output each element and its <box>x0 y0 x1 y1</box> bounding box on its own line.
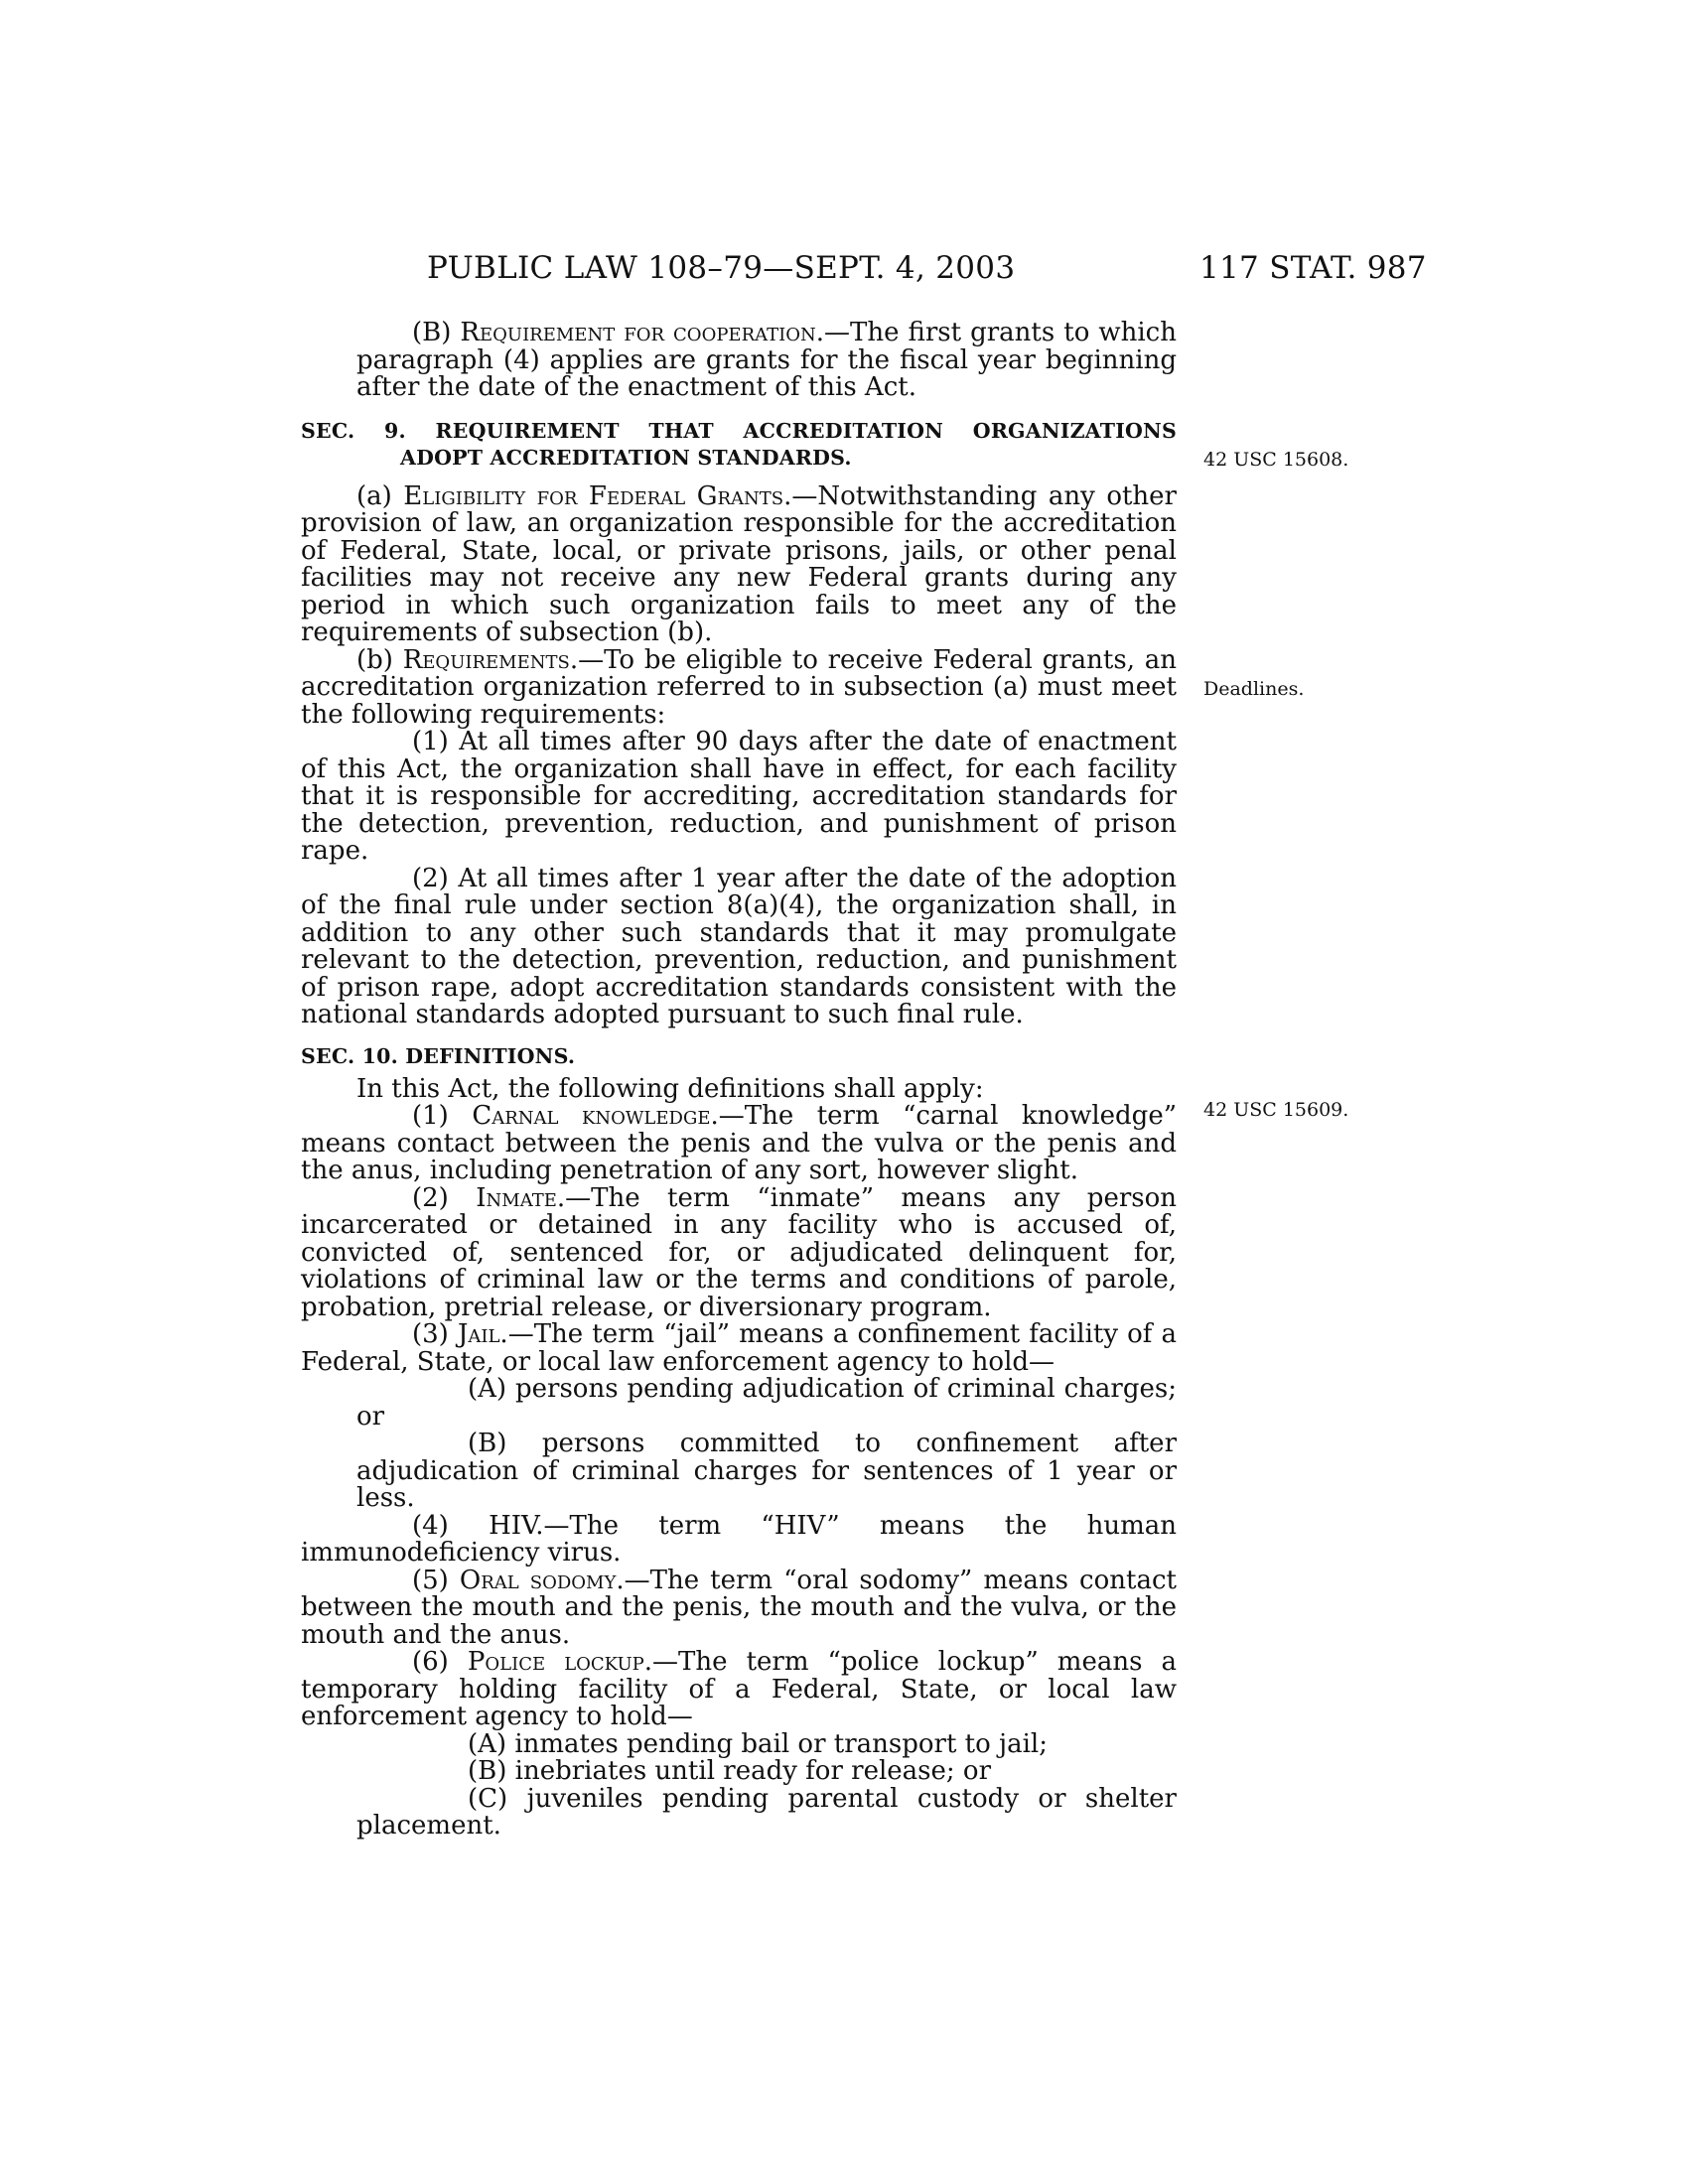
margin-note-usc-15608: 42 USC 15608. <box>1203 449 1349 471</box>
definition-police-lockup: (6) Police lockup.—The term “police lockup” means a temporary holding facility of a Federal, State, or local law enforcement agency to hold— <box>301 1647 1178 1731</box>
section-10-intro: In this Act, the following definitions shall apply: <box>356 1073 984 1104</box>
definition-inmate: (2) Inmate.—The term “inmate” means any person incarcerated or detained in any facility who is accused of, convicted of, sentenced for, or adjudicated delinquent for, violations of criminal law or the terms and conditions of parole, probation, pretrial release, or diversionary program. <box>301 1182 1177 1322</box>
definition-hiv: (4) HIV.—The term “HIV” means the human immunodeficiency virus. <box>301 1510 1177 1568</box>
section-9-paragraph-2: (2) At all times after 1 year after the date of the adoption of the final rule under section 8(a)(4), the organization shall, in addition to any other such standards that it may promulgate relevant to the detection, prevention, reduction, and punishment of prison rape, adopt accreditation standards consistent with the national standards adopted pursuant to such final rule. <box>301 863 1177 1029</box>
definition-jail-a: (A) persons pending adjudication of criminal charges; or <box>356 1374 1177 1432</box>
running-head-title: PUBLIC LAW 108–79—SEPT. 4, 2003 <box>427 250 1016 286</box>
section-9-subsection-a: (a) Eligibility for Federal Grants.—Notwithstanding any other provision of law, an organization responsible for the accreditation of Federal, State, local, or private prisons, jails, or other penal facilities may not receive any new Federal grants during any period in which such organization fails to meet any of the requirements of subsection (b). <box>301 480 1177 647</box>
definition-jail-b: (B) persons committed to confinement after adjudication of criminal charges for sentences of 1 year or less. <box>356 1429 1177 1513</box>
section-9-paragraph-1: (1) At all times after 90 days after the date of enactment of this Act, the organization shall have in effect, for each facility that it is responsible for accrediting, accreditation standards for the detection, prevention, reduction, and punishment of prison rape. <box>301 727 1177 866</box>
margin-note-deadlines: Deadlines. <box>1203 678 1305 700</box>
definition-carnal-knowledge: (1) Carnal knowledge.—The term “carnal knowledge” means contact between the penis and the vulva or the penis and the anus, including penetration of any sort, however slight. <box>301 1101 1178 1185</box>
definition-jail: (3) Jail.—The term “jail” means a confinement facility of a Federal, State, or local law enforcement agency to hold— <box>301 1319 1177 1377</box>
section-9-heading: SEC. 9. REQUIREMENT THAT ACCREDITATION ORGANIZATIONS ADOPT ACCREDITATION STANDARDS. <box>301 418 1177 470</box>
page-body <box>301 320 1177 1841</box>
definition-police-lockup-b: (B) inebriates until ready for release; or <box>468 1756 992 1786</box>
definition-police-lockup-c: (C) juveniles pending parental custody or shelter placement. <box>356 1783 1177 1841</box>
paragraph-b-cooperation: (B) Requirement for cooperation.—The first grants to which paragraph (4) applies are grants for the fiscal year beginning after the date of the enactment of this Act. <box>356 318 1177 402</box>
page-header <box>0 250 1688 290</box>
definition-oral-sodomy: (5) Oral sodomy.—The term “oral sodomy” means contact between the mouth and the penis, the mouth and the vulva, or the mouth and the anus. <box>301 1565 1177 1650</box>
margin-note-usc-15609: 42 USC 15609. <box>1203 1099 1349 1121</box>
section-9-subsection-b: (b) Requirements.—To be eligible to receive Federal grants, an accreditation organization referred to in subsection (a) must meet the following requirements: <box>301 644 1177 730</box>
definition-police-lockup-a: (A) inmates pending bail or transport to jail; <box>468 1728 1048 1759</box>
section-10-heading: SEC. 10. DEFINITIONS. <box>301 1043 576 1068</box>
page-stat-number: 117 STAT. 987 <box>1199 250 1427 286</box>
